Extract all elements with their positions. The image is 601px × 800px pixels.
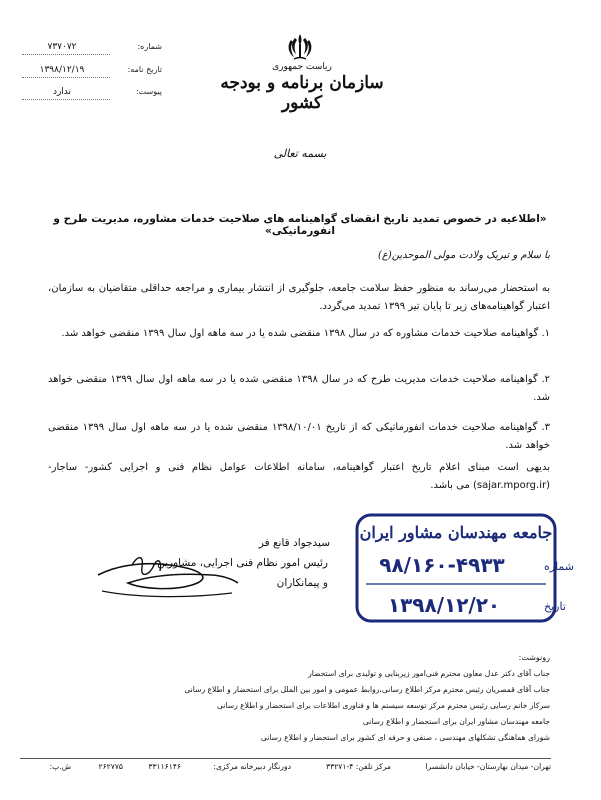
- org-name: سازمان برنامه و بودجه کشور: [220, 73, 384, 113]
- received-stamp: [354, 512, 575, 624]
- divider: [22, 54, 110, 55]
- signatory-role: رئیس امور نظام فنی اجرایی، مشاورین: [157, 557, 328, 569]
- meta-date: [22, 65, 162, 81]
- list-item-1: ۱. گواهینامه صلاحیت خدمات مشاوره که در سال ۱۳۹۸ منقضی شده یا در سه ماهه اول سال ۱۳۹۹ منقضی خواهد شد.: [61, 328, 550, 339]
- cc-line: شورای هماهنگی تشکلهای مهندسی ، صنفی و حرفه ای کشور برای استحضار و اطلاع رسانی: [260, 733, 550, 742]
- footer-phone: مرکز تلفن: ۴-۳۳۲۷۱: [326, 762, 391, 771]
- footer-divider: [20, 758, 551, 759]
- bismillah: بسمه تعالی: [273, 147, 327, 160]
- attachment-label: پیوست:: [135, 87, 162, 96]
- footer-address: تهران- میدان بهارستان- خیابان دانشسرا: [425, 762, 551, 771]
- stamp-date: ۱۳۹۸/۱۲/۲۰: [387, 593, 501, 617]
- cc-line: جناب آقای قمصریان رئیس محترم مرکز اطلاع رسانی،روابط عمومی و امور بین الملل برای استحضار و اطلاع رسانی: [184, 685, 550, 694]
- stamp-date-label: تاریخ: [544, 600, 566, 613]
- iran-emblem-icon: [286, 32, 314, 62]
- footer-postal-label: ش.پ:: [49, 762, 71, 771]
- cc-line: جامعه مهندسان مشاور ایران برای استحضار و اطلاع رسانی: [362, 717, 550, 726]
- stamp-number: ۹۸/۱۶۰-۴۹۳۳: [379, 553, 505, 577]
- divider: [22, 77, 110, 78]
- signatory-role-cont: و پیمانکاران: [276, 577, 328, 589]
- signatory-name: سیدجواد قانع فر: [258, 537, 330, 549]
- cc-heading: رونوشت:: [518, 653, 550, 662]
- greeting: با سلام و تبریک ولادت مولی الموحدین(ع): [378, 250, 550, 261]
- meta-attachment: [22, 87, 162, 103]
- letter-number: ۷۳۷۰۷۲: [47, 42, 77, 52]
- letter-number-label: شماره:: [137, 42, 162, 51]
- letter-title: «اطلاعیه در خصوص تمدید تاریخ انقضای گواهینامه های صلاحیت خدمات مشاوره، مدیریت طرح و انفورماتیکی»: [53, 213, 547, 237]
- list-item-2: ۲. گواهینامه صلاحیت خدمات مدیریت طرح که در سال ۱۳۹۸ منقضی شده یا در سه ماهه اول سال ۱۳۹۹ منقضی خواهد شد.: [48, 374, 550, 403]
- cc-line: سرکار خانم رسایی رئیس محترم مرکز توسعه سیستم ها و فناوری اطلاعات برای استحضار و اطلاع رسانی: [216, 701, 550, 710]
- list-item-3: ۳. گواهینامه صلاحیت خدمات انفورماتیکی که از تاریخ ۱۳۹۸/۱۰/۰۱ منقضی شده یا در سه ماهه اول سال ۱۳۹۹ منقضی خواهد شد.: [48, 422, 551, 451]
- stamp-org: جامعه مهندسان مشاور ایران: [359, 523, 553, 542]
- org-parent: ریاست جمهوری: [272, 62, 332, 72]
- footer-fax-label: دورنگار دبیرخانه مرکزی:: [213, 762, 291, 771]
- cc-line: جناب آقای دکتر عدل معاون محترم فنی‌امور زیربنایی و تولیدی برای استحضار: [308, 669, 550, 678]
- attachment-value: ندارد: [52, 87, 72, 97]
- meta-number: [22, 42, 162, 58]
- stamp-number-label: شماره: [544, 560, 575, 573]
- divider: [22, 99, 110, 100]
- footer-fax: ۳۳۱۱۶۱۴۶: [148, 762, 181, 771]
- closing-paragraph: بدیهی است مبنای اعلام تاریخ اعتبار گواهینامه، سامانه اطلاعات عوامل نظام فنی و اجرایی کشور- ساجار- (sajar.mporg.ir) می باشد.: [48, 462, 550, 491]
- footer-postal: ۲۶۲۷۷۵: [98, 762, 123, 771]
- letter-date-label: تاریخ نامه:: [127, 65, 162, 74]
- handwritten-signature: [92, 545, 242, 603]
- letter-date: ۱۳۹۸/۱۲/۱۹: [39, 65, 85, 75]
- intro-paragraph: به استحضار می‌رساند به منظور حفظ سلامت جامعه، جلوگیری از انتشار بیماری و مراجعه حداقلی متقاضیان به سازمان، اعتبار گواهینامه‌های زیر تا پایان تیر ۱۳۹۹ تمدید می‌گردد.: [48, 283, 550, 312]
